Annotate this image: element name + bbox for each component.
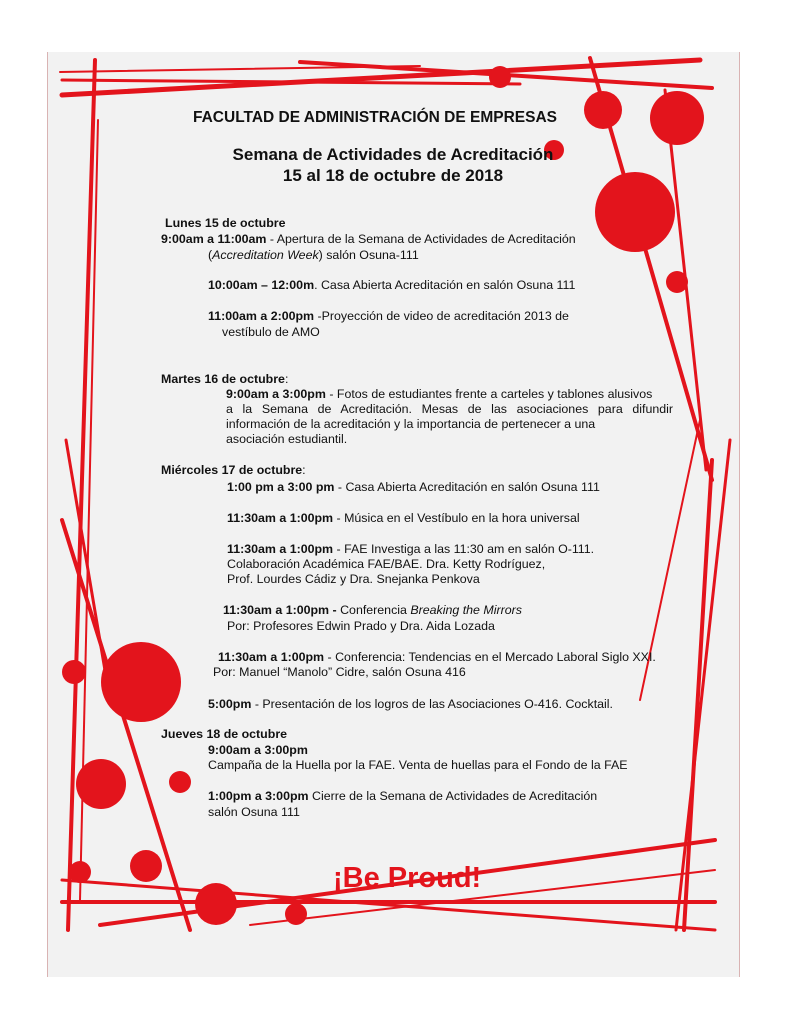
thursday-event-2 <box>208 789 597 805</box>
wednesday-event-3-line3: Prof. Lourdes Cádiz y Dra. Snejanka Penkova <box>227 572 480 586</box>
wednesday-event-5-line2: Por: Manuel “Manolo” Cidre, salón Osuna 416 <box>213 665 466 679</box>
monday-event-3 <box>208 309 569 325</box>
event-text: - Fotos de estudiantes frente a carteles y tablones alusivos <box>325 387 653 401</box>
day-heading-tuesday <box>161 372 288 388</box>
event-text: - FAE Investiga a las 11:30 am en salón O-111. <box>333 542 595 556</box>
event-text: - Casa Abierta Acreditación en salón Osuna 111 <box>334 480 600 494</box>
wednesday-event-5 <box>218 650 656 666</box>
day-label: Miércoles 17 de octubre <box>161 463 303 477</box>
event-time: 11:30am a 1:00pm <box>227 542 334 556</box>
event-time: 9:00am a 11:00am <box>161 232 267 246</box>
event-time: 11:30am a 1:00pm - <box>223 603 337 617</box>
wednesday-event-1 <box>227 480 600 496</box>
event-text: - Apertura de la Semana de Actividades de Acreditación <box>266 232 576 246</box>
event-time: 11:30am a 1:00pm <box>227 511 334 525</box>
event-text: ( <box>208 248 213 262</box>
event-time: 11:30am a 1:00pm <box>218 650 325 664</box>
event-dates: 15 al 18 de octubre de 2018 <box>282 166 504 185</box>
thursday-event-1-text: Campaña de la Huella por la FAE. Venta de huellas para el Fondo de la FAE <box>208 758 628 772</box>
day-heading-monday: Lunes 15 de octubre <box>165 216 286 230</box>
wednesday-event-4 <box>223 603 522 619</box>
monday-event-3-cont: vestíbulo de AMO <box>222 325 320 339</box>
event-time: 11:00am a 2:00pm <box>208 309 315 323</box>
event-text: -Proyección de video de acreditación 2013 de <box>314 309 569 323</box>
event-time: 1:00pm a 3:00pm <box>208 789 309 803</box>
faculty-title: FACULTAD DE ADMINISTRACIÓN DE EMPRESAS <box>193 109 557 126</box>
event-text: Cierre de la Semana de Actividades de Acreditación <box>308 789 598 803</box>
be-proud-slogan: ¡Be Proud! <box>333 862 482 894</box>
event-italic: Breaking the Mirrors <box>410 603 522 617</box>
event-text: . Casa Abierta Acreditación en salón Osuna 111 <box>314 278 576 292</box>
tuesday-event-1-line3: información de la acreditación y la importancia de pertenecer a una <box>226 417 596 431</box>
event-italic: Accreditation Week <box>212 248 319 262</box>
event-text: - Conferencia: Tendencias en el Mercado Laboral Siglo XXI. <box>324 650 656 664</box>
event-time: 10:00am – 12:00m <box>208 278 315 292</box>
wednesday-event-3-line2: Colaboración Académica FAE/BAE. Dra. Ketty Rodríguez, <box>227 557 546 571</box>
tuesday-event-1-line4: asociación estudiantil. <box>226 432 348 446</box>
day-heading-thursday: Jueves 18 de octubre <box>161 727 288 741</box>
wednesday-event-4-line2: Por: Profesores Edwin Prado y Dra. Aida Lozada <box>227 619 495 633</box>
wednesday-event-6 <box>208 697 613 713</box>
thursday-event-1-time: 9:00am a 3:00pm <box>208 743 308 757</box>
day-colon: : <box>302 463 306 477</box>
event-time: 1:00 pm a 3:00 pm <box>227 480 335 494</box>
wednesday-event-3 <box>227 542 594 558</box>
event-text: - Presentación de los logros de las Asociaciones O-416. Cocktail. <box>251 697 613 711</box>
day-label: Martes 16 de octubre <box>161 372 285 386</box>
event-text: ) salón Osuna-111 <box>318 248 419 262</box>
wednesday-event-2 <box>227 511 580 527</box>
monday-event-1 <box>161 232 576 248</box>
monday-event-1-cont <box>208 248 419 264</box>
tuesday-event-1-line2: a la Semana de Acreditación. Mesas de las asociaciones para difundir <box>226 402 673 416</box>
event-text: Conferencia <box>336 603 411 617</box>
thursday-event-2-line2: salón Osuna 111 <box>208 805 300 819</box>
tuesday-event-1 <box>226 387 652 403</box>
day-heading-wednesday <box>161 463 306 479</box>
event-text: - Música en el Vestíbulo en la hora universal <box>333 511 580 525</box>
event-title: Semana de Actividades de Acreditación <box>232 145 554 164</box>
event-time: 5:00pm <box>208 697 252 711</box>
day-colon: : <box>284 372 289 386</box>
event-time: 9:00am a 3:00pm <box>226 387 326 401</box>
monday-event-2 <box>208 278 575 294</box>
